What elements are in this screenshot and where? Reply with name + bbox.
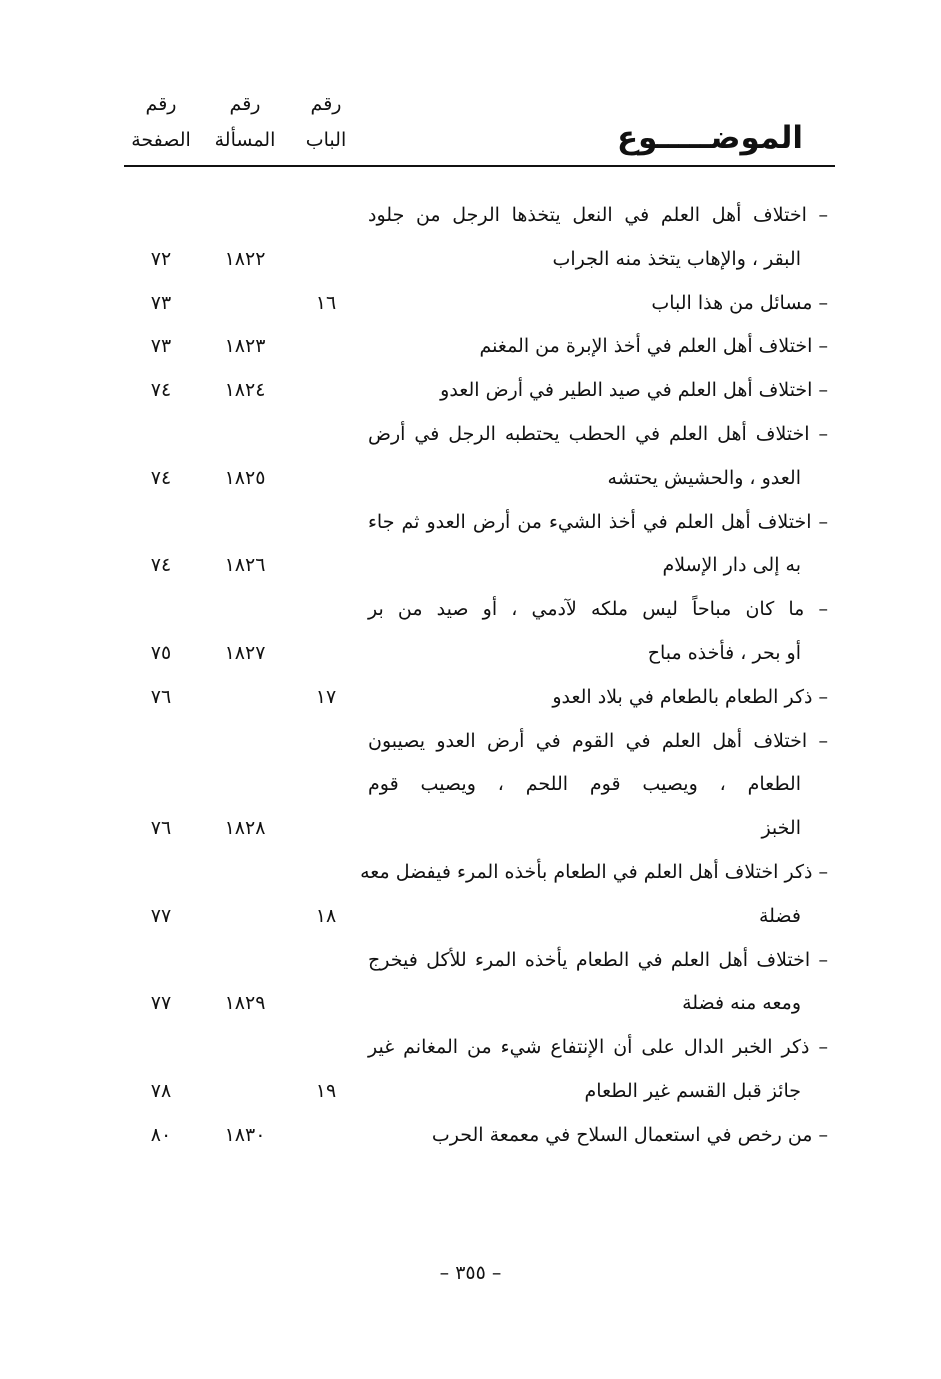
page-number: – ٣٥٥ – (439, 1262, 502, 1284)
toc-chapter-number: ١٩ (315, 1080, 337, 1102)
toc-row (0, 724, 941, 768)
toc-entry-text: – اختلاف أهل العلم في النعل يتخذها الرجل من جلود (368, 204, 828, 226)
toc-row (0, 767, 941, 811)
toc-row (0, 198, 941, 242)
toc-issue-number: ١٨٢٥ (224, 466, 266, 489)
toc-page-number: ٧٨ (150, 1080, 172, 1102)
toc-chapter-number: ١٧ (315, 685, 337, 708)
toc-issue-number: ١٨٣٠ (224, 1123, 266, 1146)
header-issue-line1: رقم (229, 93, 261, 115)
header-page-column (121, 95, 201, 150)
toc-page-number: ٧٣ (150, 335, 172, 358)
toc-entry-text: فضلة (758, 904, 801, 927)
toc-entry-text: جائز قبل القسم غير الطعام (584, 1080, 801, 1102)
toc-issue-number: ١٨٢٦ (224, 554, 266, 577)
toc-row (0, 943, 941, 987)
toc-issue-number: ١٨٢٨ (224, 817, 266, 840)
toc-entry-text: – اختلاف أهل العلم في الحطب يحتطبه الرجل في أرض (368, 423, 828, 445)
toc-page-number: ٧٧ (150, 992, 172, 1015)
header-issue-column (205, 95, 285, 150)
toc-row (0, 680, 941, 724)
toc-page-number: ٧٤ (150, 466, 172, 489)
toc-page-number: ٧٢ (150, 247, 172, 270)
header-divider (124, 165, 835, 167)
toc-row (0, 373, 941, 417)
toc-row (0, 986, 941, 1030)
toc-row (0, 1118, 941, 1162)
header-chapter-line1: رقم (310, 93, 342, 115)
toc-entry-text: – مسائل من هذا الباب (651, 291, 828, 314)
toc-row (0, 417, 941, 461)
header-issue-line2: المسألة (214, 129, 276, 151)
toc-row (0, 242, 941, 286)
toc-page-number: ٧٤ (150, 554, 172, 577)
toc-entry-text: العدو ، والحشيش يحتشه (607, 466, 801, 489)
toc-page-number: ٧٦ (150, 817, 172, 840)
toc-entry-text: – ذكر الخبر الدال على أن الإنتفاع شيء من المغانم غير (368, 1036, 828, 1059)
toc-entry-text: – اختلاف أهل العلم في أخذ الإبرة من المغنم (479, 335, 828, 358)
toc-entry-text: – ذكر الطعام بالطعام في بلاد العدو (552, 685, 828, 708)
toc-row (0, 461, 941, 505)
toc-issue-number: ١٨٢٤ (224, 379, 266, 402)
header-page-line1: رقم (145, 93, 177, 115)
toc-entry-text: – من رخص في استعمال السلاح في معمعة الحرب (431, 1123, 828, 1146)
toc-page-number: ٧٥ (150, 642, 172, 664)
header-page-line2: الصفحة (131, 129, 191, 151)
toc-row (0, 811, 941, 855)
toc-issue-number: ١٨٢٩ (224, 992, 266, 1015)
toc-page-number: ٧٧ (150, 904, 172, 927)
toc-entry-text: الطعام ، ويصيب قوم اللحم ، ويصيب قوم (368, 773, 801, 796)
toc-entry-text: – اختلاف أهل العلم في الطعام يأخذه المرء للأكل فيخرج (368, 948, 828, 971)
toc-issue-number: ١٨٢٣ (224, 335, 266, 358)
toc-row (0, 636, 941, 680)
toc-issue-number: ١٨٢٢ (224, 247, 266, 270)
toc-entry-text: ومعه منه فضلة (682, 992, 801, 1015)
header-chapter-column (286, 95, 366, 150)
toc-row (0, 1074, 941, 1118)
toc-entry-text: – ما كان مباحاً ليس ملكه لآدمي ، أو صيد من بر (368, 598, 828, 621)
toc-chapter-number: ١٦ (315, 291, 337, 314)
toc-row (0, 329, 941, 373)
toc-entry-text: البقر ، والإهاب يتخذ منه الجراب (552, 247, 801, 270)
toc-issue-number: ١٨٢٧ (224, 642, 266, 664)
toc-row (0, 1030, 941, 1074)
toc-row (0, 592, 941, 636)
toc-page-number: ٨٠ (150, 1123, 172, 1146)
toc-row (0, 286, 941, 330)
toc-entry-text: أو بحر ، فأخذه مباح (647, 642, 801, 664)
toc-entry-text: الخبز (761, 817, 801, 840)
toc-page-number: ٧٣ (150, 291, 172, 314)
header-chapter-line2: الباب (305, 129, 347, 151)
toc-entry-text: – اختلاف أهل العلم في صيد الطير في أرض العدو (440, 379, 828, 402)
toc-page-number: ٧٤ (150, 379, 172, 402)
toc-row (0, 855, 941, 899)
toc-chapter-number: ١٨ (315, 904, 337, 927)
header-title: الموضـــــوع (616, 120, 803, 156)
toc-page-number: ٧٦ (150, 685, 172, 708)
toc-row (0, 548, 941, 592)
toc-entry-text: – ذكر اختلاف أهل العلم في الطعام بأخذه المرء فيفضل معه (360, 861, 828, 883)
toc-entry-text: به إلى دار الإسلام (662, 554, 801, 577)
toc-entry-text: – اختلاف أهل العلم في القوم في أرض العدو يصيبون (368, 729, 828, 752)
toc-entry-text: – اختلاف أهل العلم في أخذ الشيء من أرض العدو ثم جاء (368, 510, 828, 533)
toc-row (0, 505, 941, 549)
toc-row (0, 899, 941, 943)
